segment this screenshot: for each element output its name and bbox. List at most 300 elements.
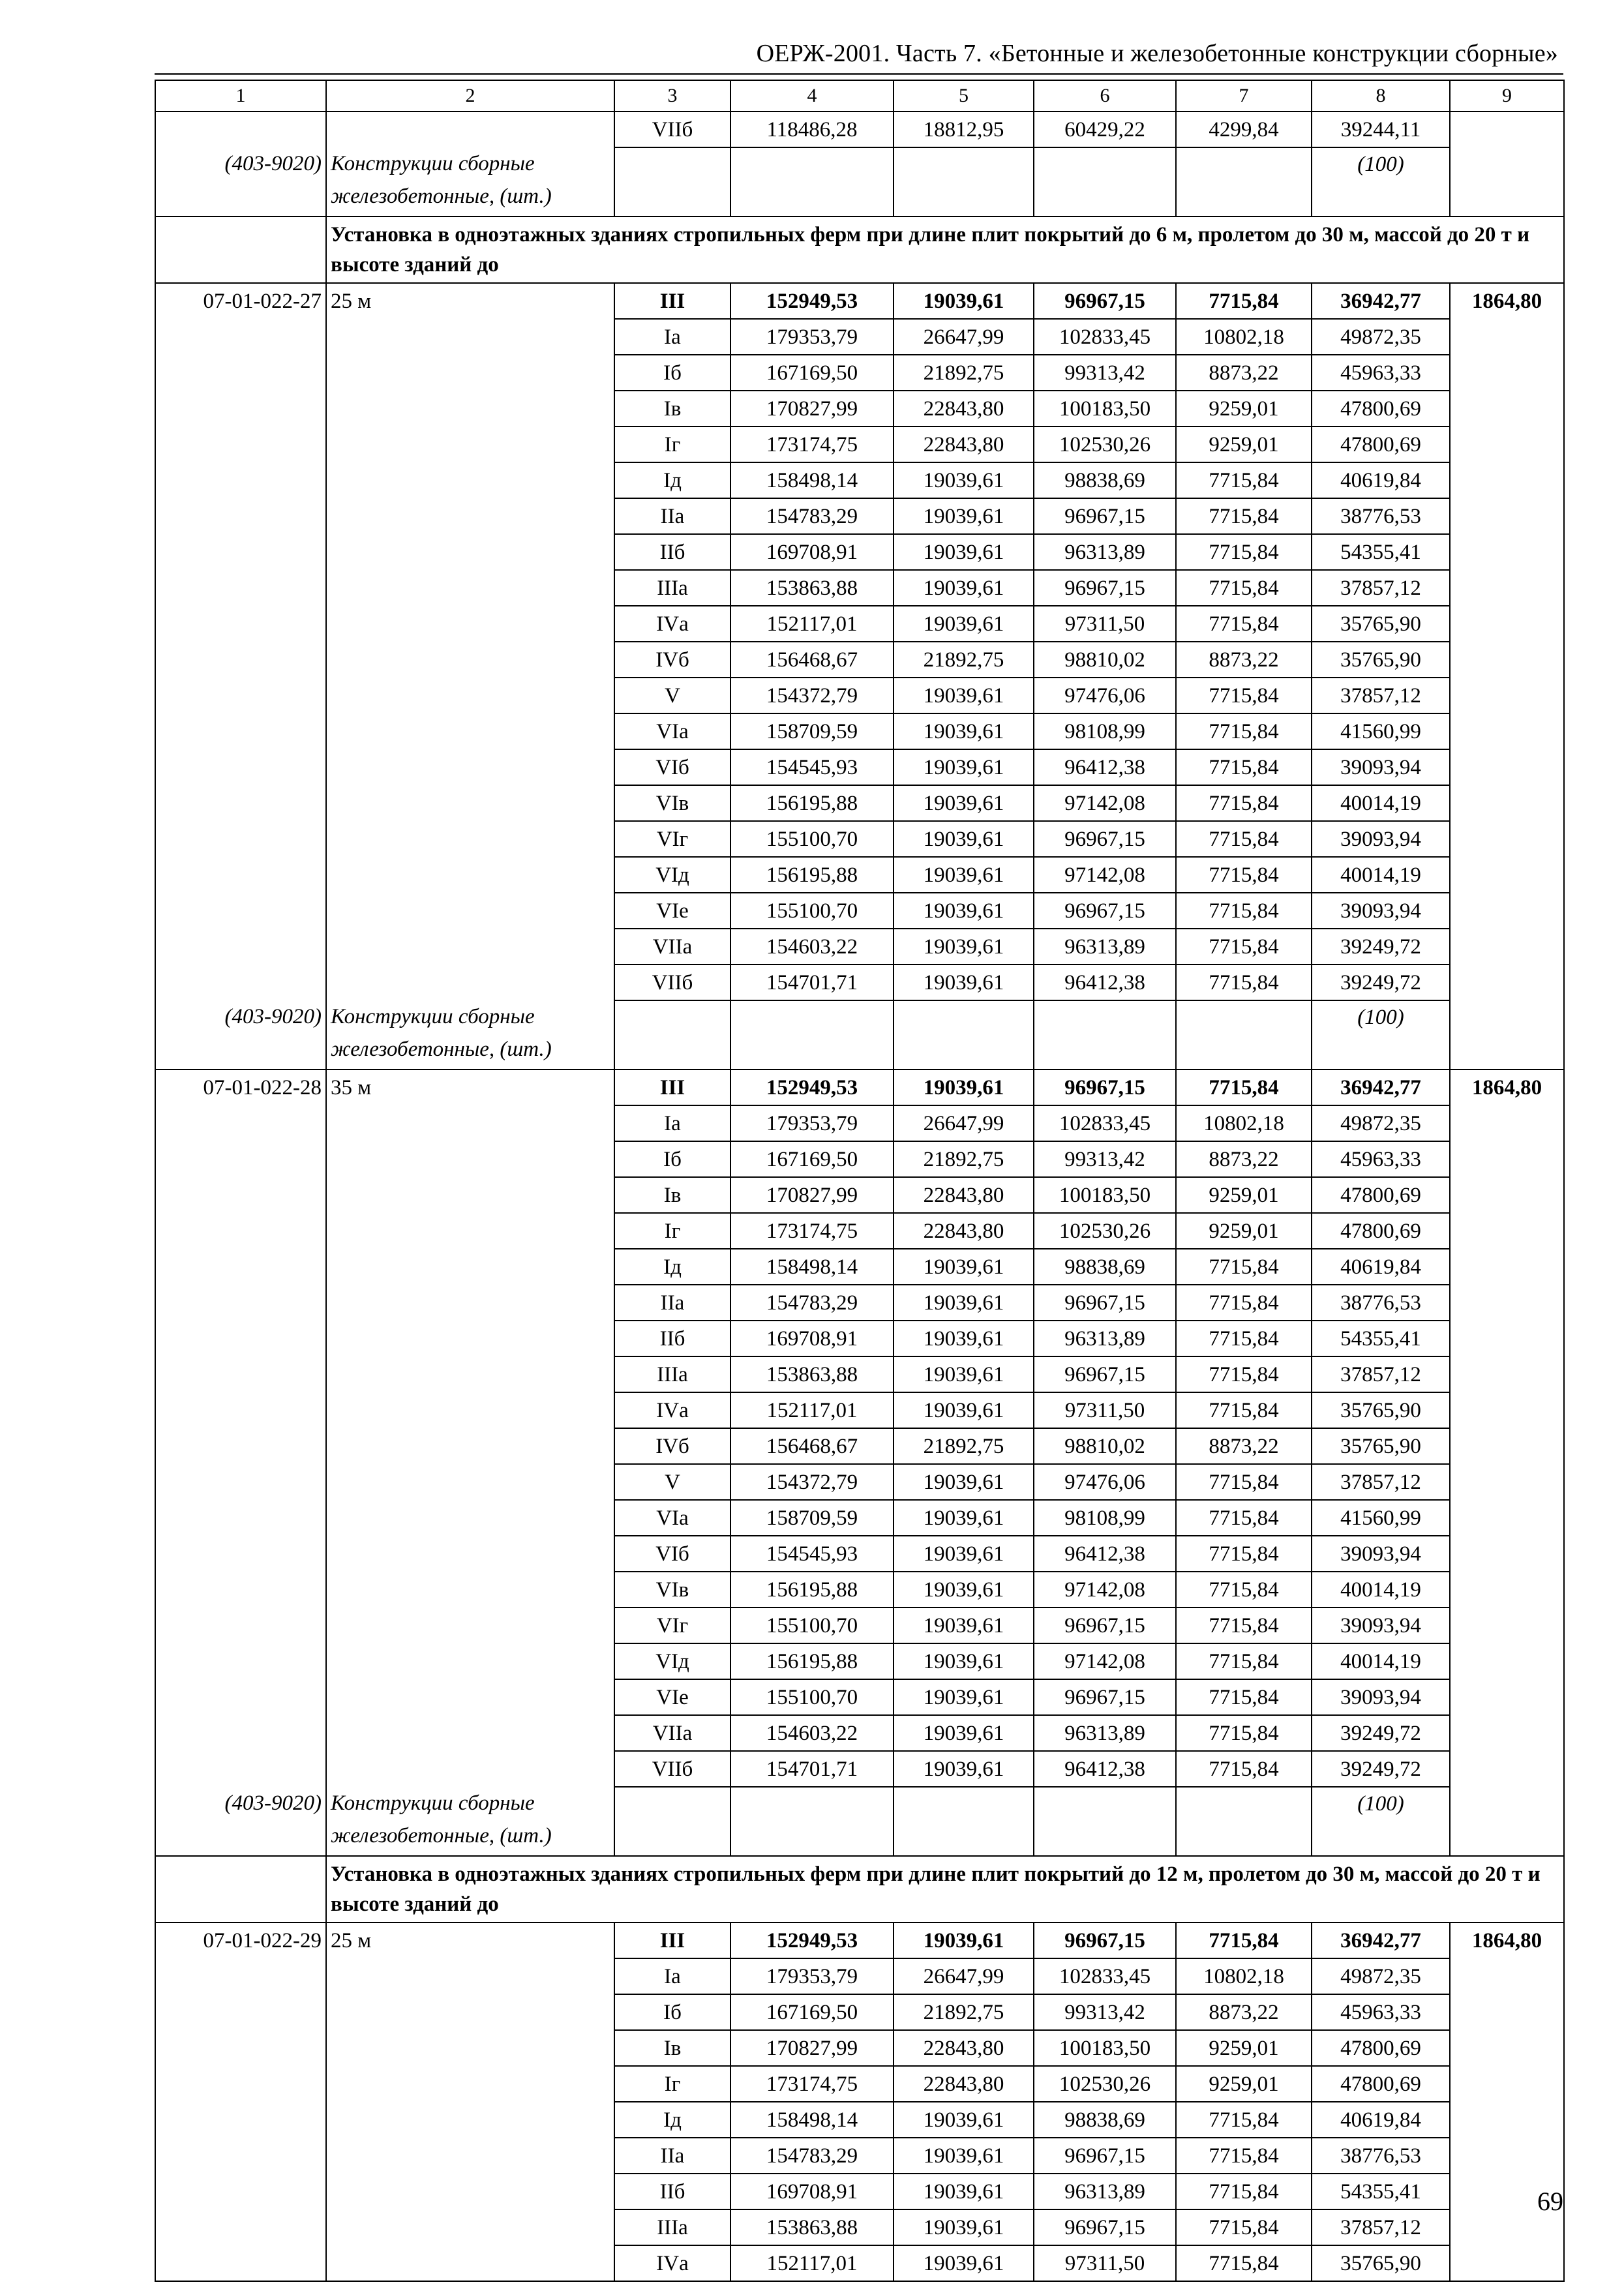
value-cell: 96967,15 <box>1034 1922 1176 1958</box>
table-row <box>155 785 1564 821</box>
column-header-row <box>155 80 1564 112</box>
code-cell <box>155 1428 326 1464</box>
value-cell: 35765,90 <box>1312 2245 1450 2281</box>
value-cell <box>1450 1356 1564 1392</box>
description-cell <box>326 642 614 678</box>
column-header: 5 <box>894 80 1034 112</box>
code-cell <box>155 426 326 462</box>
table-row <box>155 821 1564 857</box>
description-cell: 25 м <box>326 1922 614 1958</box>
code-cell <box>155 2209 326 2245</box>
zone-cell: IIа <box>614 1285 730 1321</box>
zone-cell: Iб <box>614 355 730 391</box>
description-cell <box>326 534 614 570</box>
zone-cell: IIIа <box>614 2209 730 2245</box>
table-row <box>155 1070 1564 1105</box>
value-cell: 97142,08 <box>1034 1572 1176 1608</box>
section-spacer <box>155 217 326 283</box>
column-header: 1 <box>155 80 326 112</box>
value-cell <box>1450 749 1564 785</box>
value-cell: 96313,89 <box>1034 1321 1176 1356</box>
value-cell <box>1450 1213 1564 1249</box>
zone-cell: IIб <box>614 534 730 570</box>
value-cell: 35765,90 <box>1312 642 1450 678</box>
value-cell <box>1450 319 1564 355</box>
value-cell: 19039,61 <box>894 1464 1034 1500</box>
value-cell: 7715,84 <box>1176 1536 1312 1572</box>
value-cell: 60429,22 <box>1034 112 1176 147</box>
zone-cell: VIг <box>614 821 730 857</box>
value-cell <box>1450 1643 1564 1679</box>
zone-cell: VIе <box>614 893 730 929</box>
value-cell: 1864,80 <box>1450 1070 1564 1105</box>
table-row <box>155 1608 1564 1643</box>
value-cell: 26647,99 <box>894 1105 1034 1141</box>
value-cell: 19039,61 <box>894 749 1034 785</box>
value-cell: 156195,88 <box>730 785 894 821</box>
value-cell: 7715,84 <box>1176 1751 1312 1787</box>
table-row <box>155 2138 1564 2174</box>
zone-cell: VIIб <box>614 965 730 1000</box>
value-cell: 154545,93 <box>730 749 894 785</box>
value-cell: 36942,77 <box>1312 1070 1450 1105</box>
value-cell <box>1450 1572 1564 1608</box>
value-cell: 156195,88 <box>730 1643 894 1679</box>
value-cell: 49872,35 <box>1312 319 1450 355</box>
value-cell: 7715,84 <box>1176 2102 1312 2138</box>
column-header: 3 <box>614 80 730 112</box>
zone-cell: III <box>614 1070 730 1105</box>
value-cell: 7715,84 <box>1176 606 1312 642</box>
value-cell: 19039,61 <box>894 965 1034 1000</box>
value-cell: 102530,26 <box>1034 426 1176 462</box>
table-row <box>155 1500 1564 1536</box>
value-cell: 154783,29 <box>730 2138 894 2174</box>
section-title: Установка в одноэтажных зданиях стропильных ферм при длине плит покрытий до 6 м, пролетом до 30 м, массой до 20 т и высоте зданий до <box>326 217 1564 283</box>
value-cell: 19039,61 <box>894 1392 1034 1428</box>
table-row <box>155 1285 1564 1321</box>
value-cell: 154603,22 <box>730 1715 894 1751</box>
value-cell: 19039,61 <box>894 534 1034 570</box>
value-cell: 54355,41 <box>1312 534 1450 570</box>
value-cell: 19039,61 <box>894 1751 1034 1787</box>
value-cell: 98108,99 <box>1034 1500 1176 1536</box>
table-body <box>155 80 1564 2281</box>
description-cell <box>326 1679 614 1715</box>
value-cell: 21892,75 <box>894 1994 1034 2030</box>
value-cell: 26647,99 <box>894 319 1034 355</box>
material-row <box>155 147 1564 217</box>
page-number: 69 <box>1537 2187 1563 2216</box>
material-row <box>155 1787 1564 1856</box>
code-cell <box>155 965 326 1000</box>
value-cell: 39249,72 <box>1312 1751 1450 1787</box>
value-cell: 19039,61 <box>894 1608 1034 1643</box>
zone-cell: VIг <box>614 1608 730 1643</box>
zone-cell: VIб <box>614 1536 730 1572</box>
description-cell <box>326 965 614 1000</box>
description-cell <box>326 785 614 821</box>
value-cell: 4299,84 <box>1176 112 1312 147</box>
description-cell <box>326 821 614 857</box>
value-cell: 9259,01 <box>1176 2030 1312 2066</box>
value-cell: 96313,89 <box>1034 2174 1176 2209</box>
description-cell <box>326 319 614 355</box>
value-cell <box>1450 2030 1564 2066</box>
description-cell: 35 м <box>326 1070 614 1105</box>
description-cell <box>326 2209 614 2245</box>
description-cell <box>326 1994 614 2030</box>
code-cell <box>155 1500 326 1536</box>
value-cell: 96967,15 <box>1034 2138 1176 2174</box>
value-cell <box>1450 2245 1564 2281</box>
table-row <box>155 713 1564 749</box>
value-cell <box>1450 1392 1564 1428</box>
value-cell: 37857,12 <box>1312 570 1450 606</box>
zone-cell: VIд <box>614 857 730 893</box>
code-cell <box>155 570 326 606</box>
table-row <box>155 355 1564 391</box>
value-cell <box>1450 1141 1564 1177</box>
code-cell <box>155 1751 326 1787</box>
code-cell <box>155 1608 326 1643</box>
value-cell: 19039,61 <box>894 2138 1034 2174</box>
value-cell: 170827,99 <box>730 2030 894 2066</box>
value-cell: 22843,80 <box>894 1177 1034 1213</box>
value-cell: 152949,53 <box>730 283 894 319</box>
value-cell: 96967,15 <box>1034 283 1176 319</box>
table-row <box>155 1249 1564 1285</box>
table-row <box>155 391 1564 426</box>
value-cell: 19039,61 <box>894 1679 1034 1715</box>
description-cell <box>326 1249 614 1285</box>
code-cell: 07-01-022-27 <box>155 283 326 319</box>
value-cell: 7715,84 <box>1176 283 1312 319</box>
value-cell: 19039,61 <box>894 1500 1034 1536</box>
value-cell: 7715,84 <box>1176 929 1312 965</box>
table-row <box>155 1643 1564 1679</box>
value-cell: 154545,93 <box>730 1536 894 1572</box>
value-cell: 47800,69 <box>1312 1177 1450 1213</box>
value-cell: 96967,15 <box>1034 498 1176 534</box>
code-cell <box>155 785 326 821</box>
value-cell <box>1450 713 1564 749</box>
zone-cell: VIа <box>614 713 730 749</box>
value-cell: 49872,35 <box>1312 1958 1450 1994</box>
value-cell: 37857,12 <box>1312 678 1450 713</box>
value-cell: 18812,95 <box>894 112 1034 147</box>
zone-cell: IVа <box>614 2245 730 2281</box>
zone-cell: IIIа <box>614 570 730 606</box>
value-cell: 19039,61 <box>894 2209 1034 2245</box>
zone-cell: IVб <box>614 642 730 678</box>
code-cell <box>155 2138 326 2174</box>
value-cell: 40619,84 <box>1312 2102 1450 2138</box>
table-row <box>155 1141 1564 1177</box>
material-ref: (403-9020) <box>155 1000 326 1070</box>
zone-cell: VIе <box>614 1679 730 1715</box>
value-cell <box>1450 462 1564 498</box>
value-cell: 39093,94 <box>1312 1679 1450 1715</box>
value-cell: 96967,15 <box>1034 1679 1176 1715</box>
value-cell <box>1176 1787 1312 1856</box>
value-cell: 156468,67 <box>730 1428 894 1464</box>
value-cell: 152117,01 <box>730 1392 894 1428</box>
value-cell: 22843,80 <box>894 391 1034 426</box>
zone-cell: VIIб <box>614 1751 730 1787</box>
value-cell <box>1450 965 1564 1000</box>
value-cell <box>1450 1536 1564 1572</box>
value-cell: 9259,01 <box>1176 1213 1312 1249</box>
value-cell: 97311,50 <box>1034 606 1176 642</box>
table-row <box>155 929 1564 965</box>
code-cell <box>155 1105 326 1141</box>
value-cell: 21892,75 <box>894 642 1034 678</box>
value-cell <box>1450 1994 1564 2030</box>
value-cell <box>1450 2066 1564 2102</box>
zone-cell: Iа <box>614 319 730 355</box>
zone-cell: VIIб <box>614 112 730 147</box>
value-cell: 7715,84 <box>1176 713 1312 749</box>
zone-cell: IVа <box>614 1392 730 1428</box>
value-cell: 152117,01 <box>730 606 894 642</box>
value-cell: 19039,61 <box>894 893 1034 929</box>
code-cell <box>155 713 326 749</box>
description-cell <box>326 678 614 713</box>
table-row <box>155 1994 1564 2030</box>
value-cell <box>1450 1751 1564 1787</box>
value-cell <box>894 1787 1034 1856</box>
value-cell: 97142,08 <box>1034 785 1176 821</box>
code-cell <box>155 2030 326 2066</box>
value-cell: 98108,99 <box>1034 713 1176 749</box>
zone-cell: Iа <box>614 1105 730 1141</box>
value-cell: 8873,22 <box>1176 642 1312 678</box>
value-cell: 54355,41 <box>1312 2174 1450 2209</box>
value-cell: 39244,11 <box>1312 112 1450 147</box>
table-row <box>155 2102 1564 2138</box>
value-cell: 179353,79 <box>730 1105 894 1141</box>
description-cell <box>326 2245 614 2281</box>
value-cell <box>1450 785 1564 821</box>
value-cell: 154783,29 <box>730 1285 894 1321</box>
value-cell: 96412,38 <box>1034 965 1176 1000</box>
code-cell <box>155 1141 326 1177</box>
code-cell <box>155 749 326 785</box>
value-cell: 173174,75 <box>730 1213 894 1249</box>
column-header: 6 <box>1034 80 1176 112</box>
value-cell: 9259,01 <box>1176 1177 1312 1213</box>
value-cell: 7715,84 <box>1176 1356 1312 1392</box>
zone-cell: VIд <box>614 1643 730 1679</box>
value-cell: 7715,84 <box>1176 2138 1312 2174</box>
value-cell: 98810,02 <box>1034 642 1176 678</box>
value-cell: 8873,22 <box>1176 1141 1312 1177</box>
value-cell: 10802,18 <box>1176 1958 1312 1994</box>
value-cell <box>1450 1608 1564 1643</box>
zone-cell: VIIа <box>614 929 730 965</box>
zone-cell: Iв <box>614 1177 730 1213</box>
value-cell: 7715,84 <box>1176 2245 1312 2281</box>
value-cell: 26647,99 <box>894 1958 1034 1994</box>
table-row <box>155 1321 1564 1356</box>
material-qty: (100) <box>1312 1787 1450 1856</box>
code-cell <box>155 1249 326 1285</box>
zone-cell: III <box>614 1922 730 1958</box>
value-cell: 39249,72 <box>1312 929 1450 965</box>
code-cell <box>155 2174 326 2209</box>
description-cell <box>326 2174 614 2209</box>
value-cell: 7715,84 <box>1176 893 1312 929</box>
table-row <box>155 893 1564 929</box>
value-cell: 37857,12 <box>1312 1464 1450 1500</box>
value-cell: 155100,70 <box>730 821 894 857</box>
value-cell: 158498,14 <box>730 1249 894 1285</box>
value-cell: 22843,80 <box>894 426 1034 462</box>
value-cell <box>1450 1321 1564 1356</box>
value-cell: 19039,61 <box>894 2245 1034 2281</box>
table-row <box>155 112 1564 147</box>
code-cell: 07-01-022-29 <box>155 1922 326 1958</box>
value-cell: 102530,26 <box>1034 1213 1176 1249</box>
value-cell: 169708,91 <box>730 534 894 570</box>
value-cell: 40014,19 <box>1312 785 1450 821</box>
value-cell <box>1450 1787 1564 1856</box>
code-cell <box>155 606 326 642</box>
value-cell: 19039,61 <box>894 678 1034 713</box>
code-cell: 07-01-022-28 <box>155 1070 326 1105</box>
code-cell <box>155 1994 326 2030</box>
value-cell: 40619,84 <box>1312 462 1450 498</box>
code-cell <box>155 821 326 857</box>
code-cell <box>155 534 326 570</box>
material-row <box>155 1000 1564 1070</box>
value-cell: 45963,33 <box>1312 355 1450 391</box>
value-cell: 96412,38 <box>1034 1751 1176 1787</box>
value-cell <box>894 147 1034 217</box>
zone-cell: IIб <box>614 1321 730 1356</box>
value-cell: 96313,89 <box>1034 534 1176 570</box>
code-cell <box>155 2066 326 2102</box>
table-row <box>155 1464 1564 1500</box>
material-ref: (403-9020) <box>155 147 326 217</box>
value-cell: 7715,84 <box>1176 749 1312 785</box>
zone-cell: IIа <box>614 2138 730 2174</box>
value-cell: 100183,50 <box>1034 1177 1176 1213</box>
value-cell: 54355,41 <box>1312 1321 1450 1356</box>
value-cell: 7715,84 <box>1176 1643 1312 1679</box>
description-cell <box>326 1643 614 1679</box>
value-cell <box>1450 821 1564 857</box>
material-qty: (100) <box>1312 1000 1450 1070</box>
value-cell <box>1450 857 1564 893</box>
value-cell: 173174,75 <box>730 426 894 462</box>
value-cell <box>1450 1500 1564 1536</box>
table-row <box>155 462 1564 498</box>
page-header <box>155 38 1563 75</box>
value-cell: 96412,38 <box>1034 749 1176 785</box>
description-cell <box>326 1608 614 1643</box>
zone-cell: VIв <box>614 785 730 821</box>
value-cell: 7715,84 <box>1176 498 1312 534</box>
code-cell <box>155 498 326 534</box>
value-cell: 7715,84 <box>1176 1922 1312 1958</box>
value-cell: 96967,15 <box>1034 1285 1176 1321</box>
code-cell <box>155 112 326 147</box>
table-row <box>155 283 1564 319</box>
zone-cell: Iб <box>614 1141 730 1177</box>
table-row <box>155 570 1564 606</box>
value-cell: 47800,69 <box>1312 1213 1450 1249</box>
value-cell: 98838,69 <box>1034 462 1176 498</box>
value-cell <box>1450 498 1564 534</box>
value-cell: 7715,84 <box>1176 1679 1312 1715</box>
value-cell: 97476,06 <box>1034 678 1176 713</box>
page-title: ОЕРЖ-2001. Часть 7. «Бетонные и железобетонные конструкции сборные» <box>756 40 1558 67</box>
value-cell <box>1450 426 1564 462</box>
value-cell: 9259,01 <box>1176 2066 1312 2102</box>
code-cell <box>155 1958 326 1994</box>
value-cell: 7715,84 <box>1176 1321 1312 1356</box>
value-cell: 19039,61 <box>894 606 1034 642</box>
value-cell: 19039,61 <box>894 283 1034 319</box>
column-header: 9 <box>1450 80 1564 112</box>
value-cell: 9259,01 <box>1176 426 1312 462</box>
value-cell: 8873,22 <box>1176 1428 1312 1464</box>
material-name: Конструкции сборные железобетонные, (шт.) <box>326 147 614 217</box>
value-cell: 96412,38 <box>1034 1536 1176 1572</box>
description-cell <box>326 893 614 929</box>
value-cell: 173174,75 <box>730 2066 894 2102</box>
value-cell: 40014,19 <box>1312 1643 1450 1679</box>
zone-cell: IIа <box>614 498 730 534</box>
value-cell: 154372,79 <box>730 1464 894 1500</box>
description-cell <box>326 355 614 391</box>
value-cell: 35765,90 <box>1312 1392 1450 1428</box>
value-cell: 8873,22 <box>1176 1994 1312 2030</box>
value-cell: 41560,99 <box>1312 713 1450 749</box>
value-cell <box>1450 570 1564 606</box>
value-cell: 170827,99 <box>730 1177 894 1213</box>
description-cell <box>326 1213 614 1249</box>
value-cell: 10802,18 <box>1176 319 1312 355</box>
value-cell: 155100,70 <box>730 893 894 929</box>
value-cell: 19039,61 <box>894 1356 1034 1392</box>
value-cell: 36942,77 <box>1312 283 1450 319</box>
section-header-row <box>155 1856 1564 1922</box>
value-cell: 7715,84 <box>1176 1572 1312 1608</box>
value-cell: 154783,29 <box>730 498 894 534</box>
value-cell <box>1450 1249 1564 1285</box>
zone-cell: Iв <box>614 391 730 426</box>
code-cell <box>155 1321 326 1356</box>
value-cell: 40014,19 <box>1312 1572 1450 1608</box>
value-cell: 19039,61 <box>894 1715 1034 1751</box>
code-cell <box>155 1285 326 1321</box>
code-cell <box>155 642 326 678</box>
table-row <box>155 498 1564 534</box>
value-cell <box>1450 147 1564 217</box>
description-cell <box>326 929 614 965</box>
value-cell: 35765,90 <box>1312 606 1450 642</box>
value-cell: 45963,33 <box>1312 1141 1450 1177</box>
value-cell: 19039,61 <box>894 1249 1034 1285</box>
description-cell <box>326 2030 614 2066</box>
value-cell <box>1450 1000 1564 1070</box>
table-row <box>155 426 1564 462</box>
value-cell <box>1450 678 1564 713</box>
value-cell: 179353,79 <box>730 1958 894 1994</box>
